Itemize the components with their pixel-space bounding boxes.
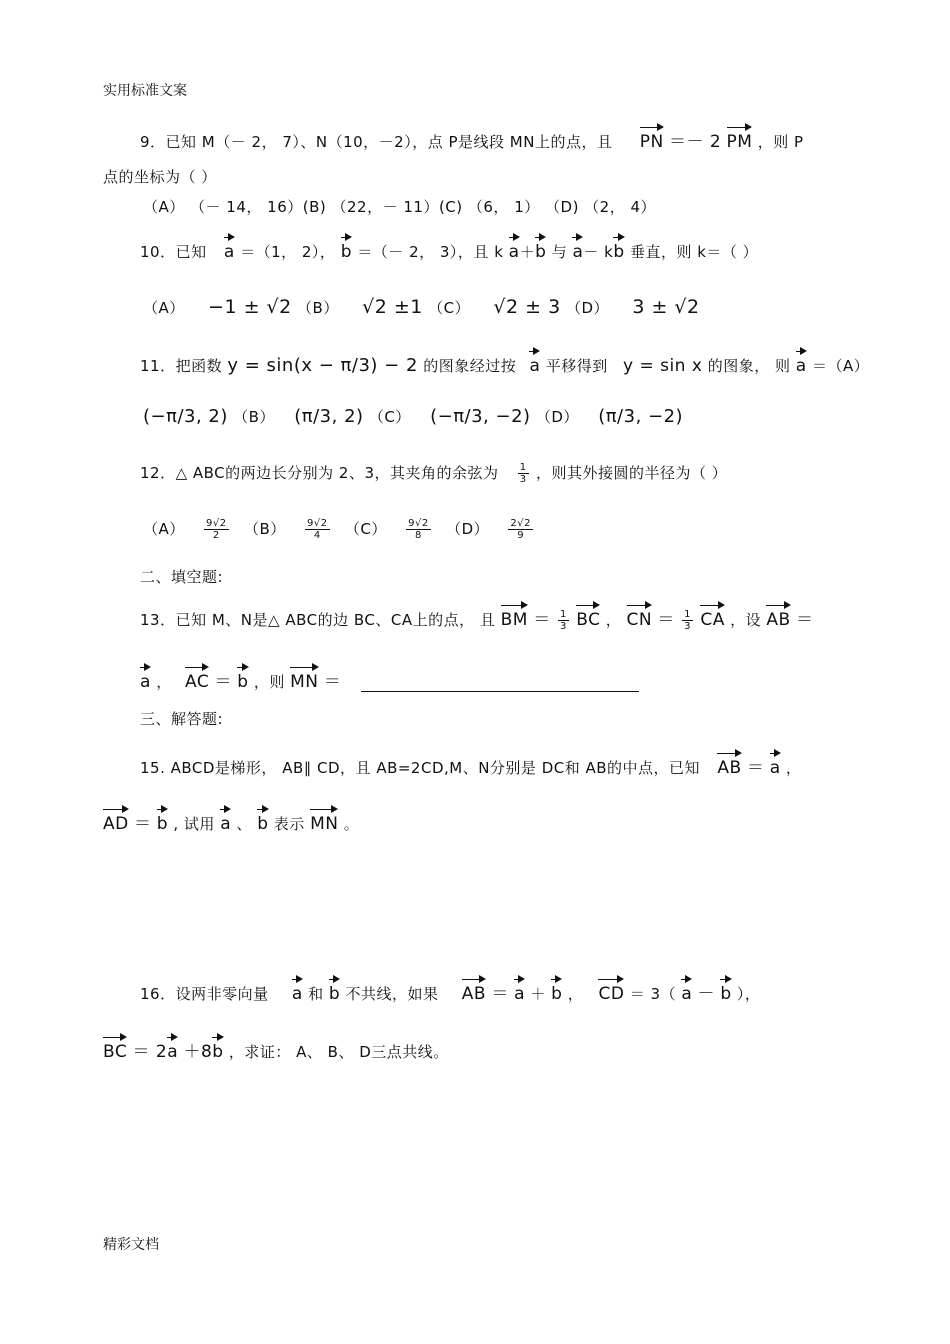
q11-options: [143, 406, 683, 427]
vector-a: a: [681, 974, 692, 1003]
q11-opt-c: (−π/3, −2): [430, 406, 531, 427]
minus-sign: －: [697, 984, 716, 1004]
q11-opt-d: (π/3, −2): [598, 406, 684, 427]
q11-text-c: 平移得到: [545, 357, 608, 375]
q13-line2: [140, 662, 639, 692]
vector-a: a: [796, 346, 807, 375]
q15-sep: 、: [236, 815, 252, 833]
vector-mn: MN: [290, 662, 318, 691]
vector-a: a: [509, 232, 520, 261]
vector-b: b: [212, 1032, 223, 1061]
q10-text: 10．已知: [140, 243, 207, 261]
q12-cos-fraction: [518, 462, 529, 485]
q16-and: 和: [308, 985, 324, 1003]
vector-bc: BC: [576, 600, 600, 629]
q11-text: 11．把函数: [140, 357, 223, 375]
vector-pn: PN: [640, 122, 664, 151]
section-solutions: 三、解答题:: [140, 710, 224, 728]
q12-opt-label: （A）: [143, 520, 185, 538]
q10-opt-d-label: （D）: [565, 299, 610, 317]
fraction-numerator: 1: [684, 609, 692, 620]
q12-opt-label: （C）: [344, 520, 387, 538]
equals: ＝: [134, 814, 152, 834]
comma: ，: [156, 673, 172, 691]
q12-opt-label: （B）: [243, 520, 286, 538]
q16-plus8: ＋8: [183, 1042, 213, 1062]
q15-text-c: 表示: [273, 815, 305, 833]
q15-line2: [103, 804, 359, 834]
q15-text-b: , 试用: [173, 815, 215, 833]
fraction-numerator: 9√2: [307, 518, 328, 529]
vector-cd: CD: [598, 974, 624, 1003]
vector-a: a: [220, 804, 231, 833]
q12-options: [143, 518, 535, 541]
q10-minus-k: － k: [583, 243, 614, 261]
fraction-denominator: 3: [560, 621, 567, 632]
q10-opt-d: 3 ± √2: [632, 296, 700, 318]
equals: ＝: [795, 610, 814, 630]
fraction-numerator: 1: [519, 462, 527, 473]
q13-then: ，则: [253, 673, 285, 691]
q12-text-b: ，则其外接圆的半径为（ ）: [535, 464, 728, 482]
vector-b: b: [341, 232, 352, 261]
q11-opt-a: (−π/3, 2): [143, 406, 228, 427]
vector-ac: AC: [185, 662, 209, 691]
fraction-one-third: [682, 609, 693, 632]
vector-cn: CN: [627, 600, 653, 629]
vector-b: b: [157, 804, 168, 833]
question-9: [140, 122, 804, 152]
vector-bc: BC: [103, 1032, 127, 1061]
equals: ＝: [323, 672, 342, 692]
fraction-denominator: 3: [519, 474, 527, 485]
vector-b: b: [613, 232, 624, 261]
q9-line2: 点的坐标为（ ）: [103, 168, 217, 186]
q10-eq2: ＝（－ 2， 3），且 k: [357, 243, 504, 261]
q10-opt-a-label: （A）: [143, 299, 185, 317]
q16-text: 16．设两非零向量: [140, 985, 269, 1003]
q9-eq: ＝－ 2: [669, 132, 722, 152]
q13-set: ，设: [730, 611, 762, 629]
vector-bm: BM: [501, 600, 528, 629]
equals: ＝: [657, 610, 675, 630]
fraction-denominator: 2: [212, 530, 220, 541]
q15-text: 15. ABCD是梯形， AB∥ CD，且 AB=2CD,M、N分别是 DC和 AB的中点，已知: [140, 759, 701, 777]
fraction-denominator: 8: [415, 530, 422, 541]
vector-b: b: [535, 232, 546, 261]
vector-b: b: [329, 974, 340, 1003]
fraction-denominator: 4: [313, 530, 321, 541]
q10-opt-b: √2 ±1: [362, 296, 423, 318]
q16-close: ），: [736, 985, 761, 1003]
q16-text-c: ，求证： A、 B、 D三点共线。: [228, 1043, 449, 1061]
q10-opt-a: −1 ± √2: [208, 296, 292, 318]
equals: ＝: [214, 672, 232, 692]
q10-text-b: 垂直，则 k＝（ ）: [629, 243, 759, 261]
q11-text-b: 的图象经过按: [423, 357, 517, 375]
q16-plus: ＋: [530, 985, 546, 1003]
fraction-numerator: 9√2: [408, 518, 429, 529]
vector-b: b: [237, 662, 248, 691]
q10-options: [143, 296, 700, 318]
q13-text: 13．已知 M、N是△ ABC的边 BC、CA上的点， 且: [140, 611, 496, 629]
section-fill-in: 二、填空题:: [140, 568, 224, 586]
q10-with: 与: [551, 243, 568, 261]
q11-text-d: 的图象， 则: [707, 357, 791, 375]
q10-opt-c-label: （C）: [428, 299, 471, 317]
q11-function-2: y = sin x: [622, 356, 703, 376]
q9-options: （A） （－ 14， 16）(B) （22，－ 11）(C) （6， 1） （D) （2， 4）: [143, 198, 657, 216]
q10-opt-c: √2 ± 3: [493, 296, 561, 318]
vector-ad: AD: [103, 804, 129, 833]
question-11: [140, 346, 869, 376]
vector-a: a: [224, 232, 235, 261]
q9-text-b: ，则 P: [757, 133, 804, 151]
equals: ＝: [533, 610, 551, 630]
q12-opt-fraction: [406, 518, 431, 541]
vector-ab: AB: [766, 600, 790, 629]
answer-blank[interactable]: [361, 673, 639, 692]
q10-opt-b-label: （B）: [297, 299, 339, 317]
equals: ＝: [491, 984, 509, 1004]
question-15: [140, 748, 801, 778]
q12-text: 12．△ ABC的两边长分别为 2、3，其夹角的余弦为: [140, 464, 499, 482]
q12-opt-label: （D）: [446, 520, 490, 538]
q16-text-b: 不共线，如果: [345, 985, 439, 1003]
q11-opt-b: (π/3, 2): [294, 406, 364, 427]
q11-opt-d-label: （D）: [535, 408, 579, 426]
q15-end: 。: [343, 815, 360, 833]
q16-eq2: ＝ 2: [132, 1042, 168, 1062]
q12-opt-fraction: [305, 518, 330, 541]
question-10: [140, 232, 758, 262]
q11-opt-c-label: （C）: [368, 408, 411, 426]
vector-a: a: [572, 232, 583, 261]
q11-opt-b-label: （B）: [233, 408, 275, 426]
q11-function: y = sin(x − π/3) − 2: [227, 355, 418, 376]
q16-eq3: ＝ 3（: [629, 985, 677, 1003]
page-header: 实用标准文案: [103, 83, 187, 99]
question-12: [140, 462, 727, 485]
q16-line2: [103, 1032, 449, 1062]
page-footer: 精彩文档: [103, 1237, 159, 1253]
vector-a: a: [140, 662, 151, 691]
comma: ，: [567, 985, 584, 1003]
q11-text-e: ＝（A）: [811, 357, 870, 375]
fraction-numerator: 9√2: [206, 518, 227, 529]
vector-ca: CA: [700, 600, 725, 629]
fraction-numerator: 2√2: [510, 518, 532, 529]
vector-ab: AB: [717, 748, 741, 777]
vector-ab: AB: [462, 974, 486, 1003]
fraction-one-third: [558, 609, 569, 632]
q10-plus: ＋: [519, 243, 536, 261]
q12-opt-fraction: [508, 518, 533, 541]
question-13: [140, 600, 813, 632]
vector-b: b: [257, 804, 268, 833]
vector-a: a: [770, 748, 781, 777]
vector-mn: MN: [310, 804, 338, 833]
comma: ，: [785, 759, 802, 777]
vector-b: b: [551, 974, 562, 1003]
fraction-denominator: 9: [517, 530, 525, 541]
comma: ，: [605, 611, 622, 629]
vector-a: a: [167, 1032, 178, 1061]
vector-b: b: [720, 974, 731, 1003]
vector-a: a: [292, 974, 303, 1003]
fraction-denominator: 3: [684, 621, 692, 632]
equals: ＝: [746, 758, 765, 778]
vector-a: a: [529, 346, 540, 375]
q12-opt-fraction: [204, 518, 229, 541]
question-16: [140, 974, 760, 1004]
fraction-numerator: 1: [560, 609, 567, 620]
q10-eq1: ＝（1， 2），: [240, 243, 336, 261]
q9-text: 9．已知 M（－ 2， 7）、N（10，－2），点 P是线段 MN上的点，且: [140, 133, 613, 151]
vector-pm: PM: [727, 122, 753, 151]
vector-a: a: [514, 974, 525, 1003]
